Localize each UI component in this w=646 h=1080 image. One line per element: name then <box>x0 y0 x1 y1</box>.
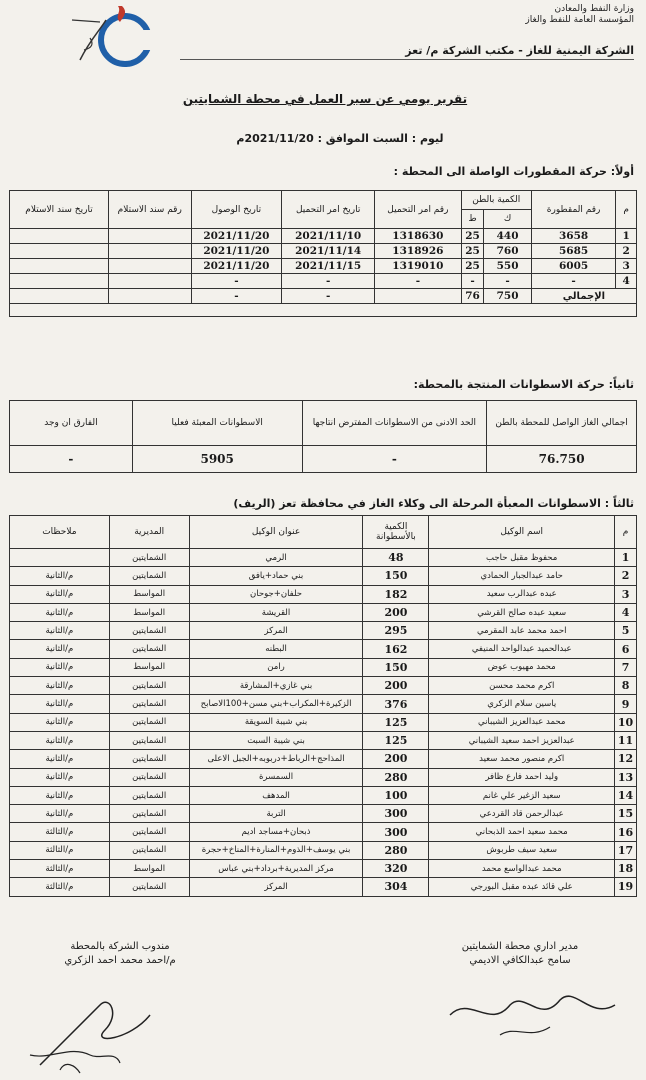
col-notes: ملاحظات <box>10 516 110 549</box>
right-signature-block <box>410 940 630 968</box>
agent-row <box>10 750 637 768</box>
cell-address: ذبحان+مساجد اديم <box>189 823 363 841</box>
cell-qty: 280 <box>363 768 429 786</box>
cell-agent: وليد احمد فارع ظافر <box>429 768 615 786</box>
cell-agent: عبدالحميد عبدالواحد المنيفي <box>429 640 615 658</box>
agent-row <box>10 841 637 859</box>
cell-notes: م/الثالثة <box>10 841 110 859</box>
cell-m: 5 <box>615 622 637 640</box>
cell-dir: الشمايتين <box>109 731 189 749</box>
cell-address: مركز المديرية+برداد+بني عباس <box>189 860 363 878</box>
cell-address: المركز <box>189 622 363 640</box>
trailer-row <box>10 259 637 274</box>
cell-qty: 200 <box>363 750 429 768</box>
cell-m: 2 <box>615 567 637 585</box>
cell-qty: 200 <box>363 677 429 695</box>
cell-qty: 200 <box>363 603 429 621</box>
cell-trailer: 5685 <box>531 244 616 259</box>
cell-m: 16 <box>615 823 637 841</box>
corporation-name: المؤسسة العامة للنفط والغاز <box>525 15 634 25</box>
cell-k: - <box>484 274 531 289</box>
cell-qty: 162 <box>363 640 429 658</box>
cell-dir: الشمايتين <box>109 841 189 859</box>
cell-address: القريشة <box>189 603 363 621</box>
cell-qty: 150 <box>363 658 429 676</box>
cell-m: 14 <box>615 786 637 804</box>
cell-notes: م/الثانية <box>10 805 110 823</box>
company-office-line: الشركة اليمنية للغاز - مكتب الشركة م/ تعز <box>180 44 634 60</box>
cell-k: 440 <box>484 229 531 244</box>
cell-dir: الشمايتين <box>109 713 189 731</box>
cell-order-no: 1318926 <box>375 244 462 259</box>
cell-m: 3 <box>616 259 637 274</box>
cell-dir: الشمايتين <box>109 640 189 658</box>
cell-address: بني شيبة السويقة <box>189 713 363 731</box>
cell-agent: محمد عبدالواسع محمد <box>429 860 615 878</box>
cell-dir: المواسط <box>109 658 189 676</box>
col-order-date: تاريخ امر التحميل <box>282 191 375 229</box>
cell-qty: 150 <box>363 567 429 585</box>
ministry-name: وزارة النفط والمعادن <box>554 4 634 14</box>
cell-dir: الشمايتين <box>109 677 189 695</box>
cell-notes: م/الثانية <box>10 603 110 621</box>
cell-qty: 280 <box>363 841 429 859</box>
cell-order-date: 2021/11/10 <box>282 229 375 244</box>
cell-m: 18 <box>615 860 637 878</box>
col-t: ط <box>461 210 484 229</box>
cell-notes: م/الثانية <box>10 695 110 713</box>
cell-address: بني حماد+يافق <box>189 567 363 585</box>
cell-dir: الشمايتين <box>109 768 189 786</box>
cell-m: 4 <box>615 603 637 621</box>
cell-dir: الشمايتين <box>109 786 189 804</box>
cell-notes: م/الثانية <box>10 567 110 585</box>
cell-agent: علي قائد عبده مقبل البورجي <box>429 878 615 896</box>
cell-notes: م/الثانية <box>10 786 110 804</box>
cell-agent: محمد سعيد احمد الذبحاني <box>429 823 615 841</box>
cell-order-no: 1318630 <box>375 229 462 244</box>
value-min-cylinders: - <box>302 446 487 473</box>
cell-qty: 304 <box>363 878 429 896</box>
cell-address: المذاحج+الرباط+دربوبه+الجبل الاعلى <box>189 750 363 768</box>
cell-agent: حامد عبدالجبار الحمادي <box>429 567 615 585</box>
col-min-cylinders: الحد الادنى من الاسطوانات المفترض انتاجها <box>302 401 487 446</box>
col-directorate: المديرية <box>109 516 189 549</box>
cell-qty: 320 <box>363 860 429 878</box>
cell-address: التربة <box>189 805 363 823</box>
cell-arrival: 2021/11/20 <box>191 259 282 274</box>
cell-agent: عبدالعزيز احمد سعيد الشيباني <box>429 731 615 749</box>
cell-agent: ياسين سلام الزكري <box>429 695 615 713</box>
cell-m: 11 <box>615 731 637 749</box>
cell-dir: الشمايتين <box>109 878 189 896</box>
letterhead <box>414 4 634 26</box>
agent-row <box>10 860 637 878</box>
cell-qty: 295 <box>363 622 429 640</box>
col-qty: الكمية بالأسطوانة <box>363 516 429 549</box>
cell-agent: اكرم محمد محسن <box>429 677 615 695</box>
cell-receipt-no <box>109 229 192 244</box>
cell-address: المركز <box>189 878 363 896</box>
col-diff: الفارق ان وجد <box>10 401 133 446</box>
left-signature-scribble <box>20 985 170 1075</box>
cell-address: السمسرة <box>189 768 363 786</box>
cell-notes: م/الثانية <box>10 750 110 768</box>
cell-address: بني يوسف+الذوم+المنارة+المناخ+حجرة <box>189 841 363 859</box>
cell-dir: المواسط <box>109 585 189 603</box>
cell-arrival: 2021/11/20 <box>191 229 282 244</box>
cell-dir: الشمايتين <box>109 695 189 713</box>
cell-notes: م/الثانية <box>10 640 110 658</box>
cell-dir: الشمايتين <box>109 622 189 640</box>
col-address: عنوان الوكيل <box>189 516 363 549</box>
cell-notes: م/الثانية <box>10 731 110 749</box>
cell-t: 25 <box>461 229 484 244</box>
cell-m: 15 <box>615 805 637 823</box>
agent-row <box>10 713 637 731</box>
section1-title: أولاً: حركة المقطورات الواصلة الى المحطة : <box>393 165 634 178</box>
value-total-gas: 76.750 <box>487 446 637 473</box>
report-title: تقرير يومي عن سير العمل في محطة الشمايتين <box>182 92 468 106</box>
cell-qty: 48 <box>363 549 429 567</box>
cell-address: رامن <box>189 658 363 676</box>
cell-agent: عبدالرحمن قاد القردعي <box>429 805 615 823</box>
agent-row <box>10 823 637 841</box>
value-filled: 5905 <box>132 446 302 473</box>
trailer-row <box>10 274 637 289</box>
cell-receipt-no <box>109 274 192 289</box>
total-arrival: - <box>191 289 282 304</box>
col-k: ك <box>484 210 531 229</box>
total-t: 76 <box>461 289 484 304</box>
cell-dir: الشمايتين <box>109 549 189 567</box>
cell-notes: م/الثانية <box>10 768 110 786</box>
total-k: 750 <box>484 289 531 304</box>
cell-notes: م/الثالثة <box>10 823 110 841</box>
cell-notes: م/الثانية <box>10 658 110 676</box>
cell-dir: الشمايتين <box>109 750 189 768</box>
cell-order-no: 1319010 <box>375 259 462 274</box>
cell-agent: احمد محمد عابد المقرمي <box>429 622 615 640</box>
cell-m: 1 <box>615 549 637 567</box>
cell-address: بني شيبة السبت <box>189 731 363 749</box>
cell-t: 25 <box>461 244 484 259</box>
col-arrival-date: تاريخ الوصول <box>191 191 282 229</box>
agent-row <box>10 878 637 896</box>
cell-arrival: - <box>191 274 282 289</box>
section3-title: ثالثاً : الاسطوانات المعبأة المرحلة الى وكلاء الغاز في محافظة تعز (الريف) <box>233 497 634 510</box>
cell-m: 7 <box>615 658 637 676</box>
col-receipt-date: تاريخ سند الاستلام <box>10 191 109 229</box>
cell-dir: الشمايتين <box>109 567 189 585</box>
cell-qty: 125 <box>363 731 429 749</box>
cell-qty: 125 <box>363 713 429 731</box>
cell-receipt-no <box>109 244 192 259</box>
cell-t: - <box>461 274 484 289</box>
cell-order-date: 2021/11/14 <box>282 244 375 259</box>
cell-order-date: - <box>282 274 375 289</box>
trailer-row <box>10 229 637 244</box>
col-filled: الاسطوانات المعبئة فعليا <box>132 401 302 446</box>
agent-row <box>10 567 637 585</box>
agent-row <box>10 677 637 695</box>
cell-agent: محفوظ مقبل حاجب <box>429 549 615 567</box>
col-trailer-no: رقم المقطورة <box>531 191 616 229</box>
cell-receipt-date <box>10 229 109 244</box>
right-signature-scribble <box>440 975 630 1045</box>
cell-notes: م/الثانية <box>10 585 110 603</box>
cell-receipt-date <box>10 259 109 274</box>
section2-title: ثانياً: حركة الاسطوانات المنتجة بالمحطة: <box>413 378 634 391</box>
company-logo-icon <box>70 0 180 70</box>
cell-m: 19 <box>615 878 637 896</box>
cell-address: حلفان+جوحان <box>189 585 363 603</box>
cell-agent: سعيد الزغير علي غانم <box>429 786 615 804</box>
agent-row <box>10 731 637 749</box>
total-receipt-no <box>109 289 192 304</box>
cell-notes: م/الثالثة <box>10 878 110 896</box>
cell-receipt-date <box>10 244 109 259</box>
total-order-no <box>375 289 462 304</box>
col-m: م <box>616 191 637 229</box>
cell-trailer: 6005 <box>531 259 616 274</box>
cell-agent: محمد مهيوب عوض <box>429 658 615 676</box>
right-signature-title: مدير اداري محطة الشمايتين <box>461 941 579 952</box>
cell-qty: 300 <box>363 805 429 823</box>
cell-arrival: 2021/11/20 <box>191 244 282 259</box>
cell-address: المدهف <box>189 786 363 804</box>
cell-address: بني غازي+المشارقة <box>189 677 363 695</box>
trailer-row <box>10 244 637 259</box>
cell-qty: 300 <box>363 823 429 841</box>
agent-row <box>10 768 637 786</box>
left-signature-name: م/احمد محمد احمد الزكري <box>64 955 176 966</box>
col-agent: اسم الوكيل <box>429 516 615 549</box>
cell-address: البطنه <box>189 640 363 658</box>
cell-m: 1 <box>616 229 637 244</box>
total-label: الإجمالي <box>531 289 636 304</box>
report-date: ليوم : السبت الموافق : 2021/11/20م <box>236 132 444 145</box>
value-diff: - <box>10 446 133 473</box>
cell-trailer: 3658 <box>531 229 616 244</box>
cell-dir: الشمايتين <box>109 823 189 841</box>
cell-notes: م/الثالثة <box>10 860 110 878</box>
agent-row <box>10 695 637 713</box>
trailers-table <box>9 190 637 317</box>
total-receipt-date <box>10 289 109 304</box>
col-m: م <box>615 516 637 549</box>
cell-m: 9 <box>615 695 637 713</box>
cell-notes: م/الثانية <box>10 622 110 640</box>
agent-row <box>10 603 637 621</box>
cell-m: 10 <box>615 713 637 731</box>
cell-m: 17 <box>615 841 637 859</box>
cell-notes <box>10 549 110 567</box>
cell-m: 2 <box>616 244 637 259</box>
cell-dir: المواسط <box>109 860 189 878</box>
cell-m: 12 <box>615 750 637 768</box>
cell-qty: 100 <box>363 786 429 804</box>
col-qty: الكمية بالطن <box>461 191 531 210</box>
cell-t: 25 <box>461 259 484 274</box>
cell-m: 3 <box>615 585 637 603</box>
cell-m: 8 <box>615 677 637 695</box>
cell-agent: عبده عبدالرب سعيد <box>429 585 615 603</box>
left-signature-block <box>20 940 220 968</box>
agent-row <box>10 658 637 676</box>
cell-receipt-no <box>109 259 192 274</box>
cell-qty: 182 <box>363 585 429 603</box>
cell-k: 550 <box>484 259 531 274</box>
cell-trailer: - <box>531 274 616 289</box>
cell-dir: المواسط <box>109 603 189 621</box>
col-receipt-no: رقم سند الاستلام <box>109 191 192 229</box>
agents-table <box>9 515 637 897</box>
cell-agent: محمد عبدالعزيز الشيباني <box>429 713 615 731</box>
cell-k: 760 <box>484 244 531 259</box>
cell-m: 13 <box>615 768 637 786</box>
spacer-row <box>10 304 637 317</box>
agent-row <box>10 786 637 804</box>
cell-m: 6 <box>615 640 637 658</box>
cell-agent: سعيد عبده صالح القرشي <box>429 603 615 621</box>
cell-order-date: 2021/11/15 <box>282 259 375 274</box>
col-order-no: رقم امر التحميل <box>375 191 462 229</box>
cell-notes: م/الثانية <box>10 713 110 731</box>
left-signature-title: مندوب الشركة بالمحطة <box>70 941 170 952</box>
cell-notes: م/الثانية <box>10 677 110 695</box>
cell-receipt-date <box>10 274 109 289</box>
cell-address: الرمي <box>189 549 363 567</box>
cylinders-table <box>9 400 637 473</box>
cell-agent: اكرم منصور محمد سعيد <box>429 750 615 768</box>
cell-agent: سعيد سيف طربوش <box>429 841 615 859</box>
agent-row <box>10 805 637 823</box>
agent-row <box>10 585 637 603</box>
cell-dir: الشمايتين <box>109 805 189 823</box>
agent-row <box>10 640 637 658</box>
cell-address: الزكيرة+المكراب+بني مسن+100الاصابح <box>189 695 363 713</box>
cell-m: 4 <box>616 274 637 289</box>
cell-qty: 376 <box>363 695 429 713</box>
cell-order-no: - <box>375 274 462 289</box>
agent-row <box>10 549 637 567</box>
col-total-gas: اجمالي الغاز الواصل للمحطة بالطن <box>487 401 637 446</box>
agent-row <box>10 622 637 640</box>
total-order-date: - <box>282 289 375 304</box>
right-signature-name: سامح عبدالكافي الاديمي <box>469 955 571 966</box>
